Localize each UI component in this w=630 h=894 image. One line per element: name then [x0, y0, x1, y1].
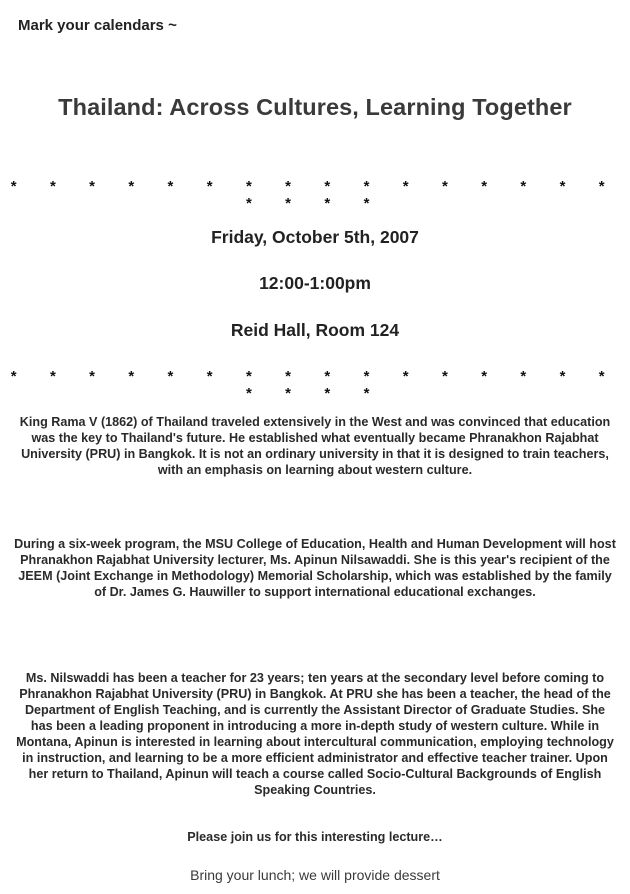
event-location: Reid Hall, Room 124 — [230, 320, 400, 340]
star-divider-bottom: * * * * * * * * * * * * * * * * * * * * — [10, 368, 620, 402]
event-date: Friday, October 5th, 2007 — [211, 227, 419, 247]
star-divider-top: * * * * * * * * * * * * * * * * * * * * — [10, 178, 620, 212]
join-invitation: Please join us for this interesting lecture… — [187, 830, 443, 844]
event-time: 12:00-1:00pm — [259, 273, 371, 293]
paragraph-text: King Rama V (1862) of Thailand traveled extensively in the West and was convinced that education was the key to Thailand's future. He established what eventually became Phranakhon Rajabhat University (PRU) in Bangkok. It is not an ordinary university in that it is designed to train teachers, with an emphasis on learning about western culture. — [19, 415, 611, 477]
paragraph-text: During a six-week program, the MSU College of Education, Health and Human Development will host Phranakhon Rajabhat University lecturer, Ms. Apinun Nilsawaddi. She is this year's recipient of the JEEM (Joint Exchange in Methodology) Memorial Scholarship, which was established by the family of Dr. James G. Hauwiller to support international educational exchanges. — [14, 537, 616, 599]
paragraph-history — [14, 414, 616, 478]
flyer-title: Thailand: Across Cultures, Learning Together — [58, 94, 572, 120]
paragraph-program — [14, 536, 616, 600]
paragraph-speaker-bio — [14, 670, 616, 798]
lunch-note: Bring your lunch; we will provide dessert — [190, 867, 440, 883]
paragraph-text: Ms. Nilswaddi has been a teacher for 23 years; ten years at the secondary level before coming to Phranakhon Rajabhat University (PRU) in Bangkok. At PRU she has been a teacher, the head of the Department of English Teaching, and is currently the Assistant Director of Graduate Studies. She has been a leading proponent in introducing a more in-depth study of western culture. While in Montana, Apinun is interested in learning about intercultural communication, employing technology in instruction, and learning to be a more efficient administrator and effective teacher trainer. Upon her return to Thailand, Apinun will teach a course called Socio-Cultural Backgrounds of English Speaking Countries. — [16, 671, 614, 797]
mark-calendars-kicker: Mark your calendars ~ — [18, 17, 177, 34]
